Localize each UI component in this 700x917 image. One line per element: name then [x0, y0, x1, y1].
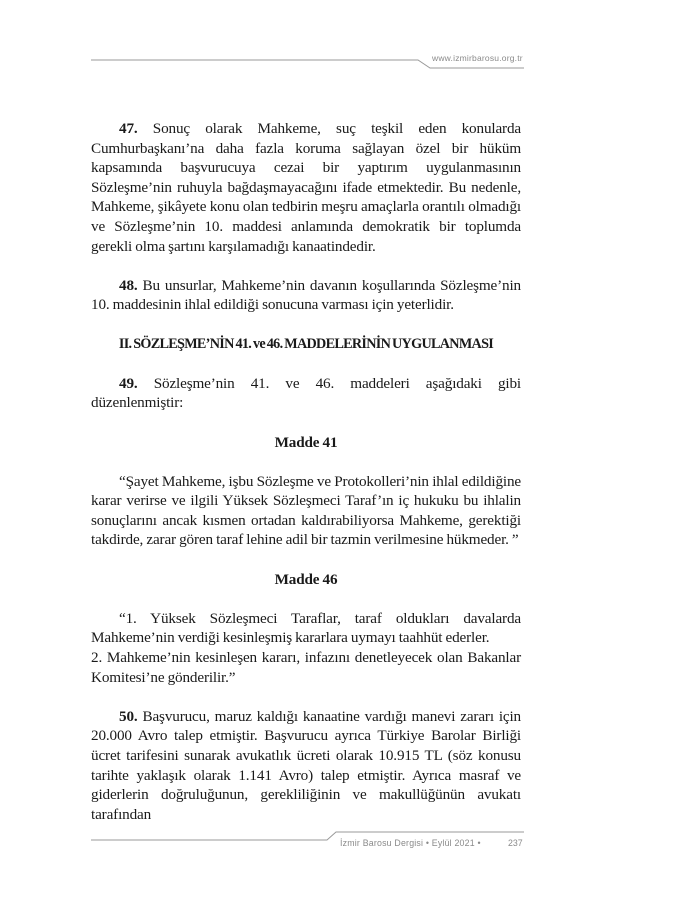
page-body	[91, 119, 521, 824]
paragraph-50	[91, 707, 521, 825]
paragraph-49	[91, 374, 521, 413]
page-number: 237	[508, 838, 523, 849]
page-footer	[0, 828, 700, 858]
website-url[interactable]: www.izmirbarosu.org.tr	[432, 53, 523, 63]
paragraph-47	[91, 119, 521, 256]
paragraph-number: 50.	[119, 707, 138, 725]
paragraph-number: 47.	[119, 120, 138, 137]
article-46-item-1: “1. Yüksek Sözleşmeci Taraflar, taraf oldukları davalarda Mahkeme’nin verdiği kesinleşmiş kararlara uymayı taahhüt ederler.	[91, 609, 521, 647]
paragraph-text: Sonuç olarak Mahkeme, suç teşkil eden konularda Cumhurbaşkanı’na daha fazla koruma sağlayan özel bir hüküm kapsamında başvurucuya cezai bir yaptırım uygulanmasının Sözleşme’nin ruhuyla bağdaşmayacağını ifade etmektedir. Bu nedenle, Mahkeme, şikâyete konu olan tedbirin meşru amaçlarla orantılı olmadığı ve Sözleşme’nin 10. maddesi anlamında demokratik bir toplumda gerekli olma şartını karşılamadığı kanaatindedir.	[91, 120, 521, 255]
paragraph-number: 49.	[119, 374, 138, 392]
paragraph-text: Sözleşme’nin 41. ve 46. maddeleri aşağıdaki gibi düzenlenmiştir:	[91, 374, 521, 412]
page-header	[0, 50, 700, 74]
paragraph-text: Bu unsurlar, Mahkeme’nin davanın koşullarında Sözleşme’nin 10. maddesinin ihlal edildiği sonucuna varması için yeterlidir.	[91, 276, 521, 314]
article-46-heading: Madde 46	[274, 570, 338, 588]
paragraph-text: Başvurucu, maruz kaldığı kanaatine vardığı manevi zararı için 20.000 Avro talep etmiştir. Başvurucu ayrıca Türkiye Barolar Birliği ücret tarifesini sunarak avukatlık ücreti olarak 10.915 TL (söz konusu tarihte yaklaşık olarak 1.141 Avro) talep etmiştir. Ayrıca masraf ve giderlerin doğruluğunun, gerekliliğinin ve makullüğünün avukatı tarafından	[91, 707, 521, 823]
article-46-quote	[91, 609, 521, 687]
journal-footer: İzmir Barosu Dergisi • Eylül 2021 •	[340, 838, 481, 849]
article-46-item-2: 2. Mahkeme’nin kesinleşen kararı, infazını denetleyecek olan Bakanlar Komitesi’ne gönderilir.”	[91, 649, 521, 686]
paragraph-number: 48.	[119, 276, 138, 294]
paragraph-48	[91, 276, 521, 315]
section-heading: II. SÖZLEŞME’NİN 41. ve 46. MADDELERİNİN UYGULANMASI	[118, 335, 494, 352]
article-41-quote: “Şayet Mahkeme, işbu Sözleşme ve Protokolleri’nin ihlal edildiğine karar verirse ve ilgili Yüksek Sözleşmeci Taraf’ın iç hukuku bu ihlalin sonuçlarını ancak kısmen ortadan kaldırabiliyorsa Mahkeme, gerektiği takdirde, zarar gören taraf lehine adil bir tazmin verilmesine hükmeder. ”	[91, 472, 521, 549]
article-41-heading: Madde 41	[274, 433, 338, 451]
header-rule	[0, 50, 700, 74]
